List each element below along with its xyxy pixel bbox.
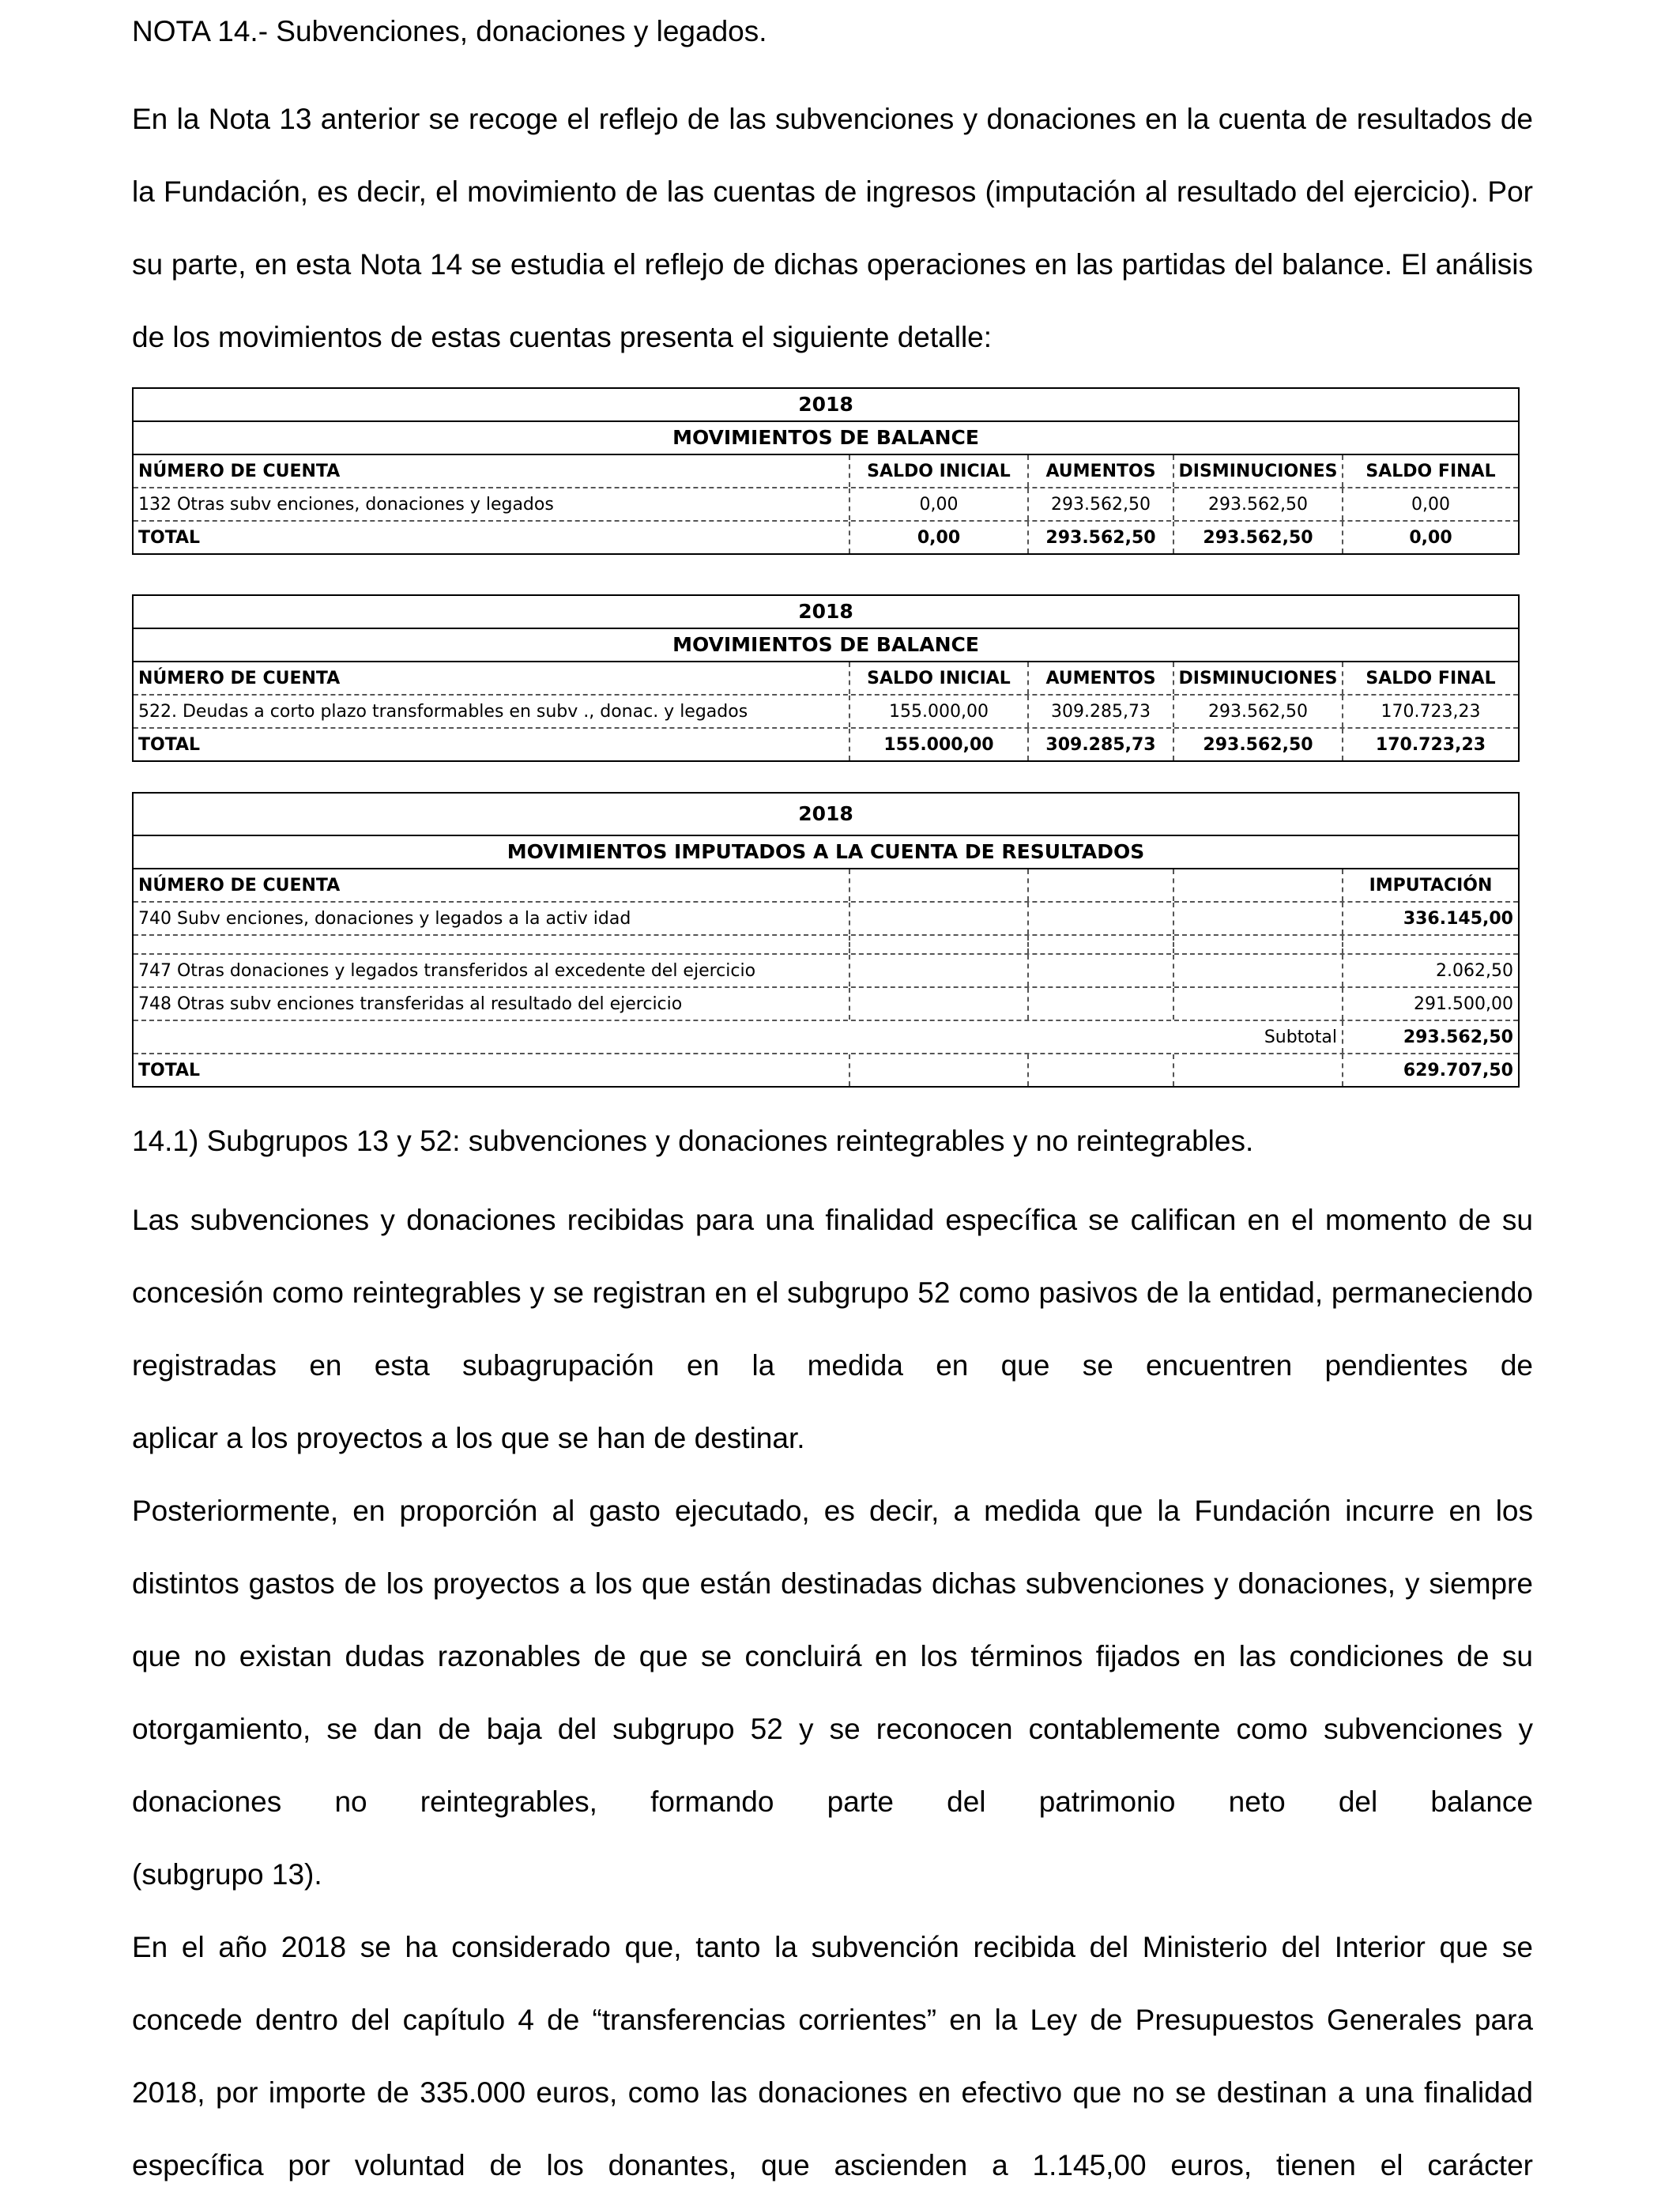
row-disminuciones: 293.562,50 [1173,488,1342,520]
empty-cell [1027,1054,1173,1086]
table-row-748 [134,986,1518,1020]
row-account-name: 132 Otras subv enciones, donaciones y legados [138,494,554,515]
total-label: TOTAL [138,1060,201,1080]
col-header-saldo-inicial: SALDO INICIAL [849,455,1027,487]
empty-cell [1173,955,1342,986]
subtotal-label: Subtotal [1264,1027,1337,1047]
empty-cell [1342,936,1518,953]
table-column-headers [134,661,1518,694]
total-aumentos: 293.562,50 [1027,522,1173,553]
col-header-aumentos: AUMENTOS [1027,455,1173,487]
total-disminuciones: 293.562,50 [1173,729,1342,760]
table-imputados-resultados [132,792,1520,1088]
empty-cell [1173,869,1342,901]
intro-paragraph: En la Nota 13 anterior se recoge el reflejo de las subvenciones y donaciones en la cuenta de resultados de la Fundación, es decir, el movimiento de las cuentas de ingresos (imputación al resultado del ejercicio). Por su parte, en esta Nota 14 se estudia el reflejo de dichas operaciones en las partidas del balance. El análisis de los movimientos de estas cuentas presenta el siguiente detalle: [132,103,1533,353]
row-saldo-inicial: 155.000,00 [849,696,1027,727]
col-header-cuenta: NÚMERO DE CUENTA [138,875,341,896]
empty-cell [1173,903,1342,934]
empty-cell [1173,1054,1342,1086]
total-disminuciones: 293.562,50 [1173,522,1342,553]
note-title: NOTA 14.- Subvenciones, donaciones y legados. [132,15,767,47]
empty-cell [1027,988,1173,1020]
row-imputacion: 291.500,00 [1342,988,1518,1020]
empty-cell [849,869,1027,901]
col-header-cuenta: NÚMERO DE CUENTA [138,668,341,688]
empty-cell [849,936,1027,953]
col-header-saldo-final: SALDO FINAL [1342,662,1518,694]
paragraph-1: Las subvenciones y donaciones recibidas para una finalidad específica se califican en el momento de su concesión como reintegrables y se registran en el subgrupo 52 como pasivos de la entidad, permaneciendo registradas en esta subagrupación en la medida en que se encuentren pendientes de [132,1204,1533,1382]
table-year: 2018 [798,802,853,825]
row-aumentos: 293.562,50 [1027,488,1173,520]
empty-cell [849,1054,1027,1086]
table-total-row [134,727,1518,760]
table-year: 2018 [798,393,853,416]
table-row [134,487,1518,520]
col-header-cuenta: NÚMERO DE CUENTA [138,461,341,481]
table-row-747 [134,953,1518,986]
table-heading: MOVIMIENTOS IMPUTADOS A LA CUENTA DE RESULTADOS [134,835,1518,868]
row-account-name: 748 Otras subv enciones transferidas al resultado del ejercicio [138,994,683,1014]
paragraph-2: Posteriormente, en proporción al gasto ejecutado, es decir, a medida que la Fundación incurre en los distintos gastos de los proyectos a los que están destinadas dichas subvenciones y donaciones, y siempre que no existan dudas razonables de que se concluirá en los términos fijados en las condiciones de su otorgamiento, se dan de baja del subgrupo 52 y se reconocen contablemente como subvenciones y donaciones no reintegrables, formando parte del patrimonio neto del balance [132,1495,1533,1818]
col-header-imputacion: IMPUTACIÓN [1342,869,1518,901]
empty-cell [849,988,1027,1020]
table-balance-522 [132,594,1520,762]
col-header-aumentos: AUMENTOS [1027,662,1173,694]
empty-cell [1173,936,1342,953]
row-imputacion: 2.062,50 [1342,955,1518,986]
empty-cell [1027,936,1173,953]
empty-cell [849,955,1027,986]
empty-cell [1027,869,1173,901]
row-account-name: 740 Subv enciones, donaciones y legados a la activ idad [138,908,631,929]
row-account-name: 522. Deudas a corto plazo transformables en subv ., donac. y legados [138,701,748,722]
col-header-saldo-inicial: SALDO INICIAL [849,662,1027,694]
total-saldo-inicial: 0,00 [849,522,1027,553]
empty-cell [849,903,1027,934]
col-header-disminuciones: DISMINUCIONES [1173,662,1342,694]
empty-cell [134,936,849,953]
row-account-name: 747 Otras donaciones y legados transferidos al excedente del ejercicio [138,960,756,981]
row-saldo-inicial: 0,00 [849,488,1027,520]
table-column-headers [134,868,1518,901]
empty-cell [1173,988,1342,1020]
total-saldo-final: 170.723,23 [1342,729,1518,760]
table-heading: MOVIMIENTOS DE BALANCE [134,628,1518,661]
section-title: 14.1) Subgrupos 13 y 52: subvenciones y donaciones reintegrables y no reintegrables. [132,1125,1254,1157]
paragraph-1-end: aplicar a los proyectos a los que se han de destinar. [132,1422,805,1454]
table-balance-132 [132,387,1520,555]
table-column-headers [134,454,1518,487]
col-header-saldo-final: SALDO FINAL [1342,455,1518,487]
row-disminuciones: 293.562,50 [1173,696,1342,727]
row-imputacion: 336.145,00 [1342,903,1518,934]
total-value: 629.707,50 [1342,1054,1518,1086]
subtotal-value: 293.562,50 [1342,1021,1518,1053]
row-saldo-final: 0,00 [1342,488,1518,520]
empty-cell [1027,903,1173,934]
row-saldo-final: 170.723,23 [1342,696,1518,727]
table-row [134,694,1518,727]
total-saldo-inicial: 155.000,00 [849,729,1027,760]
total-label: TOTAL [138,734,201,755]
total-label: TOTAL [138,527,201,548]
table-heading: MOVIMIENTOS DE BALANCE [134,420,1518,454]
row-aumentos: 309.285,73 [1027,696,1173,727]
table-total-row [134,520,1518,553]
table-total-row [134,1053,1518,1086]
table-row-740 [134,901,1518,934]
total-aumentos: 309.285,73 [1027,729,1173,760]
empty-cell [1027,955,1173,986]
paragraph-2-end: (subgrupo 13). [132,1858,322,1891]
table-subtotal-row [134,1020,1518,1053]
table-year: 2018 [798,600,853,623]
paragraph-3: En el año 2018 se ha considerado que, tanto la subvención recibida del Ministerio del Interior que se concede dentro del capítulo 4 de “transferencias corrientes” en la Ley de Presupuestos Generales para 2018, por importe de 335.000 euros, como las donaciones en efectivo que no se destinan a una finalidad específica por voluntad de los donantes, que ascienden a 1.145,00 euros, tienen el carácter [132,1931,1533,2181]
total-saldo-final: 0,00 [1342,522,1518,553]
spacer-row [134,934,1518,953]
col-header-disminuciones: DISMINUCIONES [1173,455,1342,487]
